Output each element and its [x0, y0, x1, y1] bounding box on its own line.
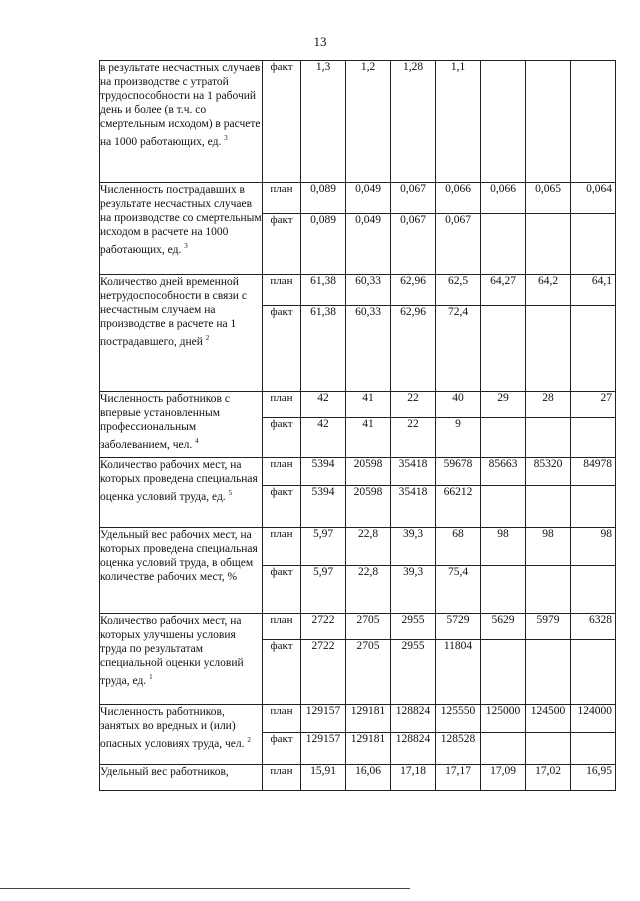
value-cell: 84978 [571, 458, 616, 486]
value-cell: 17,17 [436, 765, 481, 791]
indicator-name [100, 458, 263, 528]
value-cell: 1,3 [301, 61, 346, 183]
value-cell [526, 733, 571, 765]
value-cell: 1,2 [346, 61, 391, 183]
value-cell: 0,066 [481, 183, 526, 214]
footnote-mark: 1 [149, 673, 153, 681]
value-cell: 64,2 [526, 275, 571, 306]
value-cell: 16,06 [346, 765, 391, 791]
value-cell [481, 306, 526, 392]
value-cell: 5629 [481, 614, 526, 640]
value-cell: 128824 [391, 705, 436, 733]
value-cell: 41 [346, 418, 391, 458]
value-cell: 11804 [436, 640, 481, 705]
plan-fact-label: план [263, 614, 301, 640]
value-cell: 129181 [346, 733, 391, 765]
value-cell: 40 [436, 392, 481, 418]
value-cell: 61,38 [301, 275, 346, 306]
value-cell [481, 214, 526, 275]
indicator-label: Количество дней временной нетрудоспособности в связи с несчастным случаем на производстве в расчете на 1 пострадавшего, дней [100, 276, 247, 348]
value-cell: 42 [301, 392, 346, 418]
value-cell: 22 [391, 392, 436, 418]
value-cell: 0,067 [391, 183, 436, 214]
value-cell [526, 486, 571, 528]
value-cell: 125550 [436, 705, 481, 733]
value-cell: 61,38 [301, 306, 346, 392]
plan-fact-label: факт [263, 566, 301, 614]
value-cell: 60,33 [346, 306, 391, 392]
plan-fact-label: план [263, 183, 301, 214]
footnote-mark: 3 [184, 242, 188, 250]
indicator-name [100, 614, 263, 705]
value-cell [481, 640, 526, 705]
footnote-mark: 5 [228, 489, 233, 497]
value-cell: 68 [436, 528, 481, 566]
value-cell [481, 61, 526, 183]
value-cell: 59678 [436, 458, 481, 486]
value-cell: 0,049 [346, 183, 391, 214]
value-cell: 62,96 [391, 306, 436, 392]
value-cell: 17,02 [526, 765, 571, 791]
value-cell: 0,064 [571, 183, 616, 214]
value-cell: 0,066 [436, 183, 481, 214]
page-number: 13 [313, 34, 327, 49]
plan-fact-label: факт [263, 61, 301, 183]
value-cell: 2722 [301, 640, 346, 705]
value-cell: 98 [481, 528, 526, 566]
value-cell: 39,3 [391, 528, 436, 566]
value-cell: 35418 [391, 486, 436, 528]
value-cell [571, 566, 616, 614]
footnote-divider [0, 888, 410, 889]
value-cell: 5,97 [301, 528, 346, 566]
indicator-name [100, 705, 263, 765]
value-cell: 20598 [346, 486, 391, 528]
value-cell: 28 [526, 392, 571, 418]
indicator-name [100, 183, 263, 275]
value-cell [526, 214, 571, 275]
plan-fact-label: план [263, 458, 301, 486]
value-cell: 20598 [346, 458, 391, 486]
plan-fact-label: факт [263, 733, 301, 765]
value-cell: 35418 [391, 458, 436, 486]
value-cell: 0,089 [301, 183, 346, 214]
value-cell [571, 214, 616, 275]
value-cell: 0,067 [436, 214, 481, 275]
value-cell [571, 306, 616, 392]
table-row [100, 614, 616, 640]
value-cell [571, 486, 616, 528]
value-cell: 98 [526, 528, 571, 566]
indicator-name [100, 765, 263, 791]
table-row [100, 705, 616, 733]
value-cell: 0,065 [526, 183, 571, 214]
value-cell: 5,97 [301, 566, 346, 614]
value-cell: 129181 [346, 705, 391, 733]
value-cell [571, 640, 616, 705]
value-cell: 42 [301, 418, 346, 458]
value-cell: 66212 [436, 486, 481, 528]
table-row [100, 61, 616, 183]
value-cell: 15,91 [301, 765, 346, 791]
table-row [100, 183, 616, 214]
indicator-label: Удельный вес работников, [100, 766, 229, 778]
plan-fact-label: план [263, 528, 301, 566]
value-cell: 124000 [571, 705, 616, 733]
value-cell: 5394 [301, 458, 346, 486]
plan-fact-label: факт [263, 306, 301, 392]
value-cell: 85663 [481, 458, 526, 486]
value-cell: 5729 [436, 614, 481, 640]
value-cell: 22,8 [346, 566, 391, 614]
indicators-table [99, 60, 616, 791]
table-row [100, 458, 616, 486]
value-cell: 128824 [391, 733, 436, 765]
value-cell: 0,089 [301, 214, 346, 275]
value-cell: 2705 [346, 614, 391, 640]
value-cell: 2955 [391, 614, 436, 640]
value-cell: 27 [571, 392, 616, 418]
value-cell: 64,1 [571, 275, 616, 306]
table-row [100, 275, 616, 306]
value-cell: 64,27 [481, 275, 526, 306]
value-cell: 39,3 [391, 566, 436, 614]
table-row [100, 528, 616, 566]
indicator-label: Удельный вес рабочих мест, на которых проведена специальная оценка условий труда, в общем количестве рабочих мест, % [100, 529, 258, 583]
indicator-label: Численность работников, занятых во вредных и (или) опасных условиях труда, чел. [100, 706, 245, 750]
value-cell: 129157 [301, 733, 346, 765]
value-cell: 98 [571, 528, 616, 566]
indicator-name [100, 275, 263, 392]
value-cell: 2722 [301, 614, 346, 640]
table-row [100, 765, 616, 791]
plan-fact-label: факт [263, 640, 301, 705]
value-cell: 60,33 [346, 275, 391, 306]
value-cell [571, 418, 616, 458]
value-cell: 125000 [481, 705, 526, 733]
value-cell: 9 [436, 418, 481, 458]
value-cell: 124500 [526, 705, 571, 733]
value-cell: 0,049 [346, 214, 391, 275]
indicator-name [100, 392, 263, 458]
value-cell: 85320 [526, 458, 571, 486]
plan-fact-label: факт [263, 486, 301, 528]
value-cell: 75,4 [436, 566, 481, 614]
value-cell [481, 566, 526, 614]
value-cell: 5394 [301, 486, 346, 528]
value-cell [481, 733, 526, 765]
footnote-mark: 2 [247, 736, 251, 744]
value-cell [571, 61, 616, 183]
value-cell: 5979 [526, 614, 571, 640]
value-cell: 62,5 [436, 275, 481, 306]
value-cell: 22 [391, 418, 436, 458]
plan-fact-label: факт [263, 418, 301, 458]
value-cell [481, 418, 526, 458]
indicator-label: Количество рабочих мест, на которых проведена специальная оценка условий труда, ед. [100, 459, 258, 503]
footnote-mark: 4 [195, 437, 199, 445]
value-cell [526, 640, 571, 705]
footnote-mark: 2 [205, 334, 210, 342]
value-cell [526, 61, 571, 183]
plan-fact-label: план [263, 275, 301, 306]
value-cell: 62,96 [391, 275, 436, 306]
plan-fact-label: план [263, 392, 301, 418]
indicator-label: Количество рабочих мест, на которых улучшены условия труда по результатам специальной оценки условий труда, ед. [100, 615, 244, 687]
value-cell: 72,4 [436, 306, 481, 392]
value-cell: 6328 [571, 614, 616, 640]
value-cell: 129157 [301, 705, 346, 733]
indicator-label: в результате несчастных случаев на производстве с утратой трудоспособности на 1 рабочий день и более (в т.ч. со смертельным исходом) в расчете на 1000 работающих, ед. [100, 62, 261, 148]
plan-fact-label: план [263, 765, 301, 791]
value-cell: 1,28 [391, 61, 436, 183]
value-cell [526, 306, 571, 392]
value-cell: 17,09 [481, 765, 526, 791]
indicator-label: Численность пострадавших в результате несчастных случаев на производстве со смертельным исходом в расчете на 1000 работающих, ед. [100, 184, 262, 256]
table-row [100, 392, 616, 418]
footnote-mark: 3 [224, 134, 228, 142]
plan-fact-label: план [263, 705, 301, 733]
value-cell: 1,1 [436, 61, 481, 183]
indicator-name [100, 61, 263, 183]
value-cell: 128528 [436, 733, 481, 765]
value-cell: 22,8 [346, 528, 391, 566]
value-cell: 17,18 [391, 765, 436, 791]
value-cell: 29 [481, 392, 526, 418]
indicator-label: Численность работников с впервые установленным профессиональным заболеванием, чел. [100, 393, 230, 451]
value-cell: 2955 [391, 640, 436, 705]
value-cell [481, 486, 526, 528]
indicator-name [100, 528, 263, 614]
value-cell: 16,95 [571, 765, 616, 791]
value-cell [526, 566, 571, 614]
value-cell: 2705 [346, 640, 391, 705]
plan-fact-label: факт [263, 214, 301, 275]
value-cell [571, 733, 616, 765]
value-cell: 41 [346, 392, 391, 418]
value-cell [526, 418, 571, 458]
value-cell: 0,067 [391, 214, 436, 275]
